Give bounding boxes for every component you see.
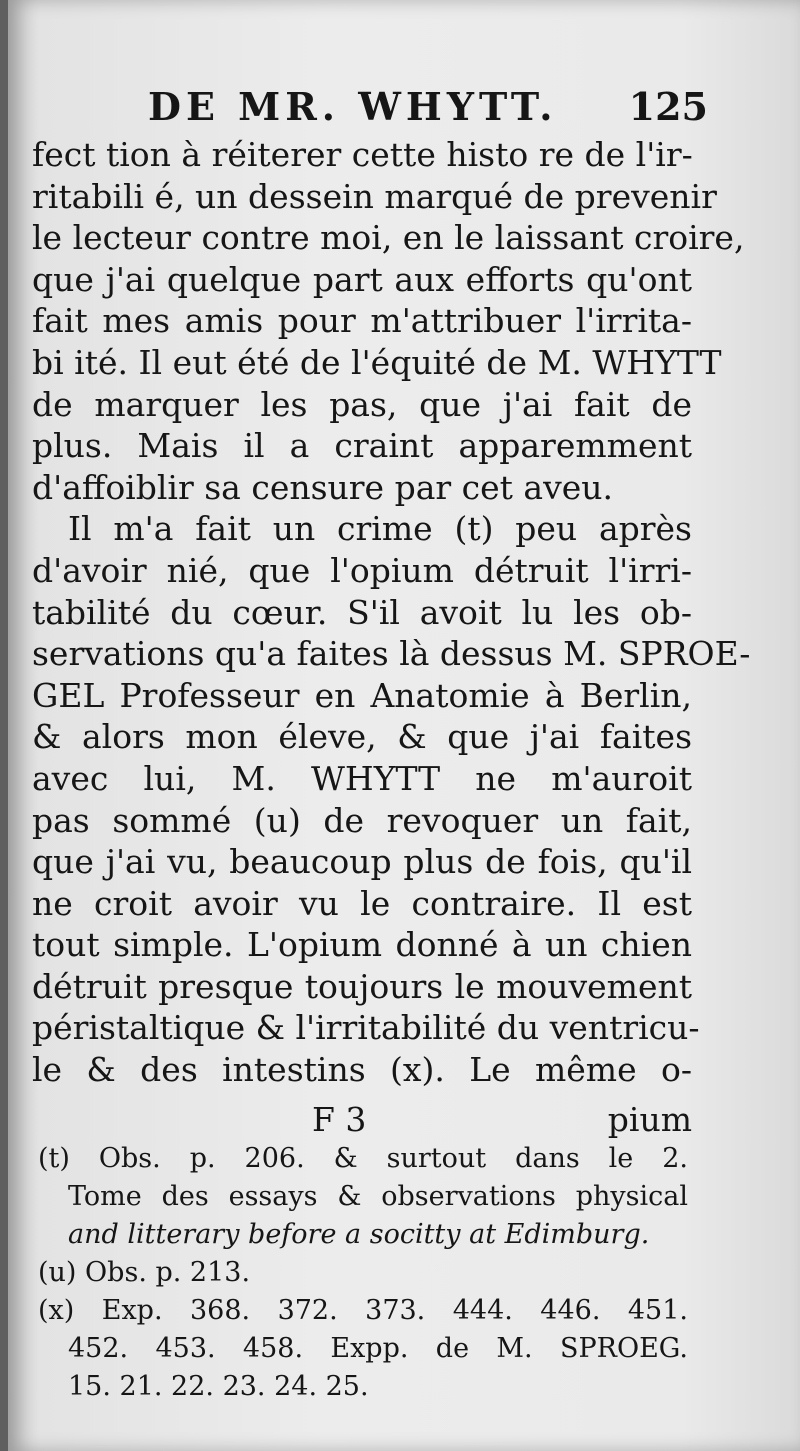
catchword: pium (607, 1100, 692, 1139)
text-line: plus. Mais il a craint apparemment (32, 426, 692, 466)
footnote-line: (x) Exp. 368. 372. 373. 444. 446. 451. (38, 1295, 688, 1326)
text-line: péristaltique & l'irritabilité du ventricu- (32, 1008, 700, 1048)
text-line: ritabili é, un dessein marqué de prevenir (32, 176, 717, 216)
printer-signature: F 3 (312, 1100, 367, 1139)
text-line: fait mes amis pour m'attribuer l'irrita- (32, 301, 692, 341)
text-line: d'avoir nié, que l'opium détruit l'irri- (32, 550, 692, 590)
book-page (8, 0, 800, 1451)
text-line: le & des intestins (x). Le même o- (32, 1050, 692, 1090)
text-line: que j'ai vu, beaucoup plus de fois, qu'il (32, 842, 692, 882)
page-number: 125 (628, 84, 708, 129)
text-line: le lecteur contre moi, en le laissant croire, (32, 218, 745, 258)
page-header (138, 80, 708, 132)
text-line: fect tion à réiterer cette histo re de l'ir- (32, 135, 693, 174)
text-line: pas sommé (u) de revoquer un fait, (32, 800, 692, 840)
text-line: Il m'a fait un crime (t) peu après (68, 509, 692, 549)
signature-row (32, 1098, 692, 1142)
text-line: tabilité du cœur. S'il avoit lu les ob- (32, 592, 692, 632)
text-line: d'affoiblir sa censure par cet aveu. (32, 467, 613, 507)
text-line: avec lui, M. WHYTT ne m'auroit (32, 758, 692, 798)
running-head: DE MR. WHYTT. (148, 84, 558, 129)
text-line: bi ité. Il eut été de l'équité de M. WHYTT (32, 342, 722, 382)
text-line: GEL Professeur en Anatomie à Berlin, (32, 675, 692, 715)
text-line: servations qu'a faites là dessus M. SPROE- (32, 634, 751, 674)
text-line: que j'ai quelque part aux efforts qu'ont (32, 259, 692, 299)
footnote-line: 15. 21. 22. 23. 24. 25. (68, 1371, 369, 1402)
text-line: tout simple. L'opium donné à un chien (32, 925, 692, 965)
text-line: ne croit avoir vu le contraire. Il est (32, 883, 692, 923)
footnote-line: (t) Obs. p. 206. & surtout dans le 2. (38, 1143, 688, 1174)
body-text (32, 134, 751, 1091)
footnote-line: Tome des essays & observations physical (68, 1181, 688, 1212)
footnotes (38, 1140, 688, 1406)
text-line: détruit presque toujours le mouvement (32, 966, 692, 1006)
footnote-line: and litterary before a socitty at Edimburg. (68, 1219, 650, 1250)
footnote-line: 452. 453. 458. Expp. de M. SPROEG. (68, 1333, 688, 1364)
text-line: de marquer les pas, que j'ai fait de (32, 384, 692, 424)
text-line: & alors mon éleve, & que j'ai faites (32, 717, 692, 757)
footnote-line: (u) Obs. p. 213. (38, 1257, 251, 1288)
